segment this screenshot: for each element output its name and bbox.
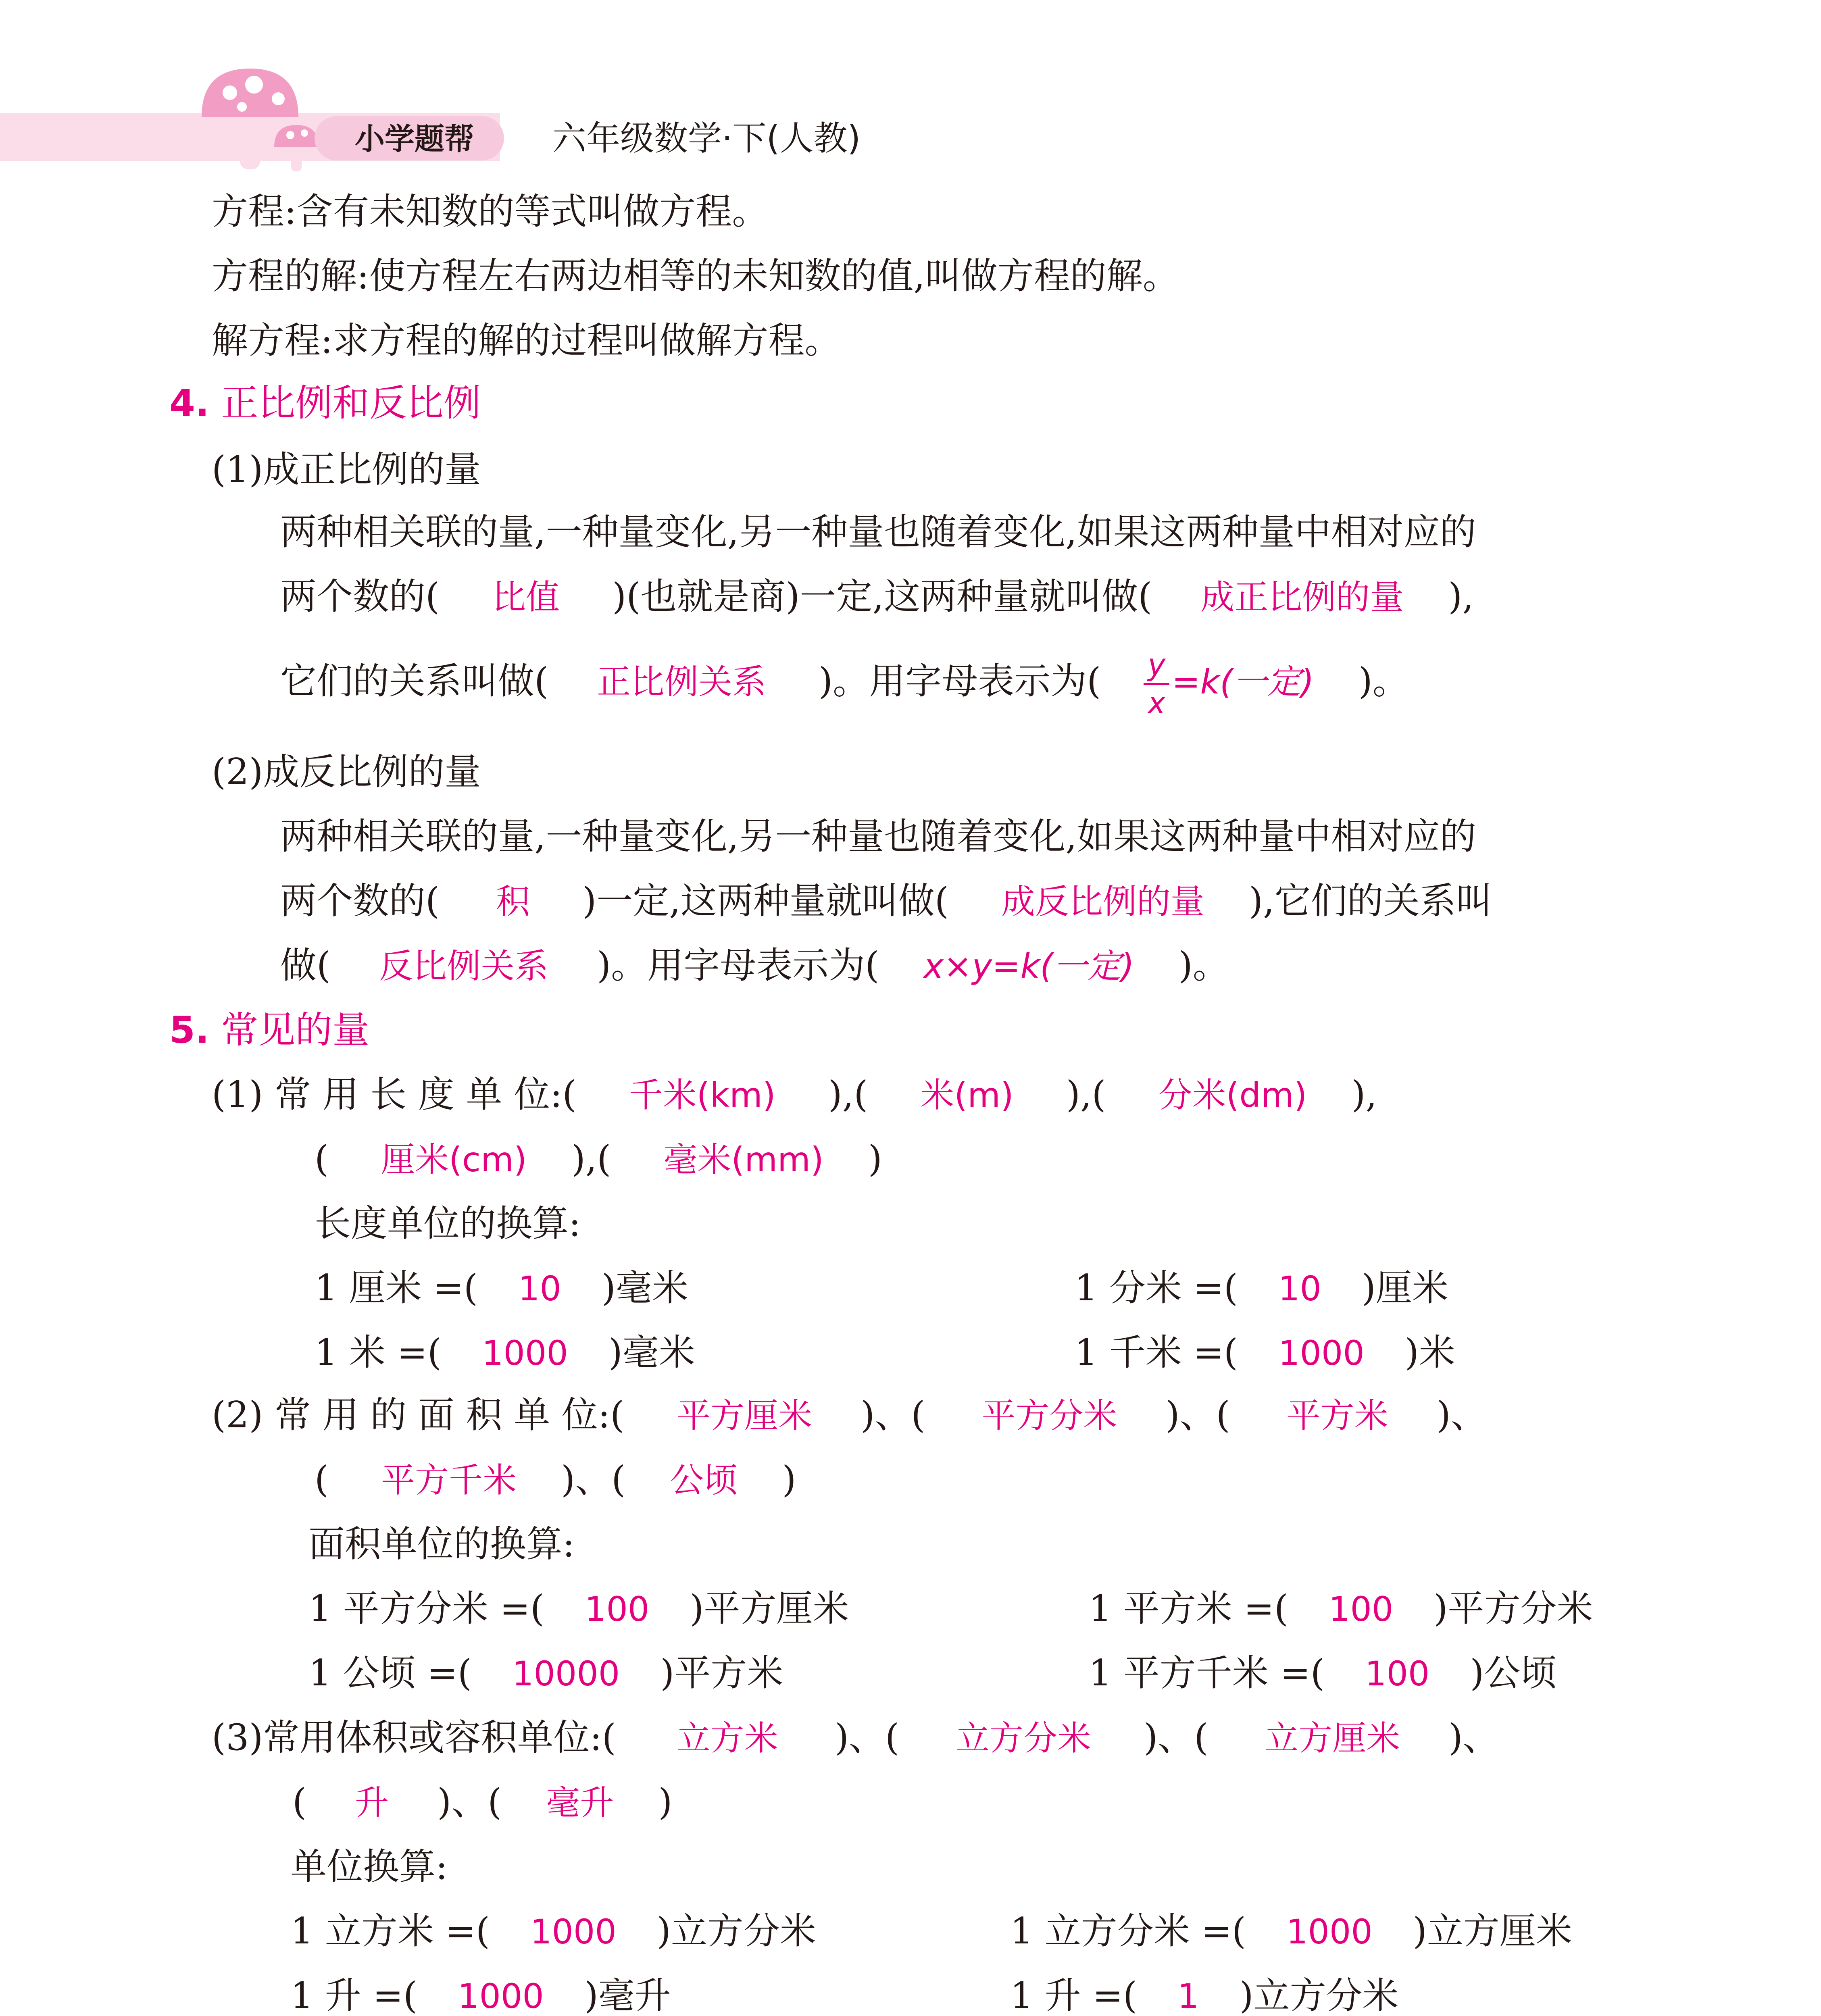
conversion-row (290, 1909, 816, 1954)
s4-p1-label: (1)成正比例的量 (212, 448, 481, 491)
section-title: 常见的量 (221, 1008, 370, 1052)
answer-blank: 成反比例的量 (1001, 882, 1204, 921)
text: )、( (437, 1781, 502, 1823)
text: ) (658, 1781, 673, 1823)
answer-blank: 立方分米 (956, 1718, 1092, 1758)
text: 它们的关系叫做( (280, 660, 549, 702)
s4-p1-line1: 两种相关联的量,一种量变化,另一种量也随着变化,如果这两种量中相对应的 (280, 511, 1476, 553)
answer-blank: 平方千米 (381, 1460, 517, 1500)
text: ),它们的关系叫 (1249, 880, 1492, 922)
text: )、( (834, 1716, 900, 1759)
answer-blank: 反比例关系 (379, 946, 549, 986)
conversion-row (308, 1651, 783, 1696)
text: 1 平方分米 =( (308, 1587, 544, 1630)
s4-p2-line2 (280, 879, 1492, 924)
text: 1 平方千米 =( (1089, 1652, 1325, 1694)
text: 两个数的( (280, 575, 440, 618)
answer-blank: 1 (1177, 1976, 1199, 2016)
definition-solving: 解方程:求方程的解的过程叫做解方程。 (212, 319, 841, 362)
text: )立方厘米 (1413, 1910, 1572, 1952)
fraction-denominator: x (1148, 686, 1166, 721)
text: )、( (860, 1394, 925, 1436)
answer-blank: 立方厘米 (1265, 1718, 1400, 1758)
answer-blank: 米(m) (920, 1075, 1014, 1115)
answer-blank: 1000 (1278, 1333, 1365, 1373)
text: )(也就是商)一定,这两种量就叫做( (612, 575, 1152, 618)
text: )平方厘米 (690, 1587, 849, 1630)
answer-blank: 平方分米 (981, 1396, 1117, 1435)
s4-p1-line2 (280, 575, 1474, 619)
conversion-row (1075, 1266, 1448, 1311)
text: 1 升 =( (290, 1974, 417, 2016)
answer-blank: 1000 (482, 1333, 568, 1373)
s5-p1-line2 (315, 1137, 882, 1182)
book-title: 六年级数学·下(人教) (552, 119, 861, 158)
conversion-row (315, 1266, 688, 1311)
answer-blank: 1000 (530, 1912, 617, 1951)
answer-blank: 100 (585, 1589, 650, 1629)
answer-blank: 10 (518, 1269, 561, 1308)
s5-p3-line1 (212, 1716, 1499, 1760)
answer-blank: 成正比例的量 (1200, 577, 1404, 617)
text: )毫米 (608, 1331, 695, 1374)
text: )立方分米 (656, 1910, 816, 1952)
answer-blank: 正比例关系 (597, 662, 767, 702)
text: 1 公顷 =( (308, 1652, 472, 1694)
header-tag: 小学题帮 (355, 122, 474, 156)
text: 1 立方米 =( (290, 1910, 490, 1952)
conversion-row (1089, 1587, 1593, 1631)
s5-p3-conv-title: 单位换算: (290, 1845, 448, 1888)
text: )。 (1358, 660, 1409, 702)
s4-p2-label: (2)成反比例的量 (212, 751, 481, 793)
text: 1 立方分米 =( (1010, 1910, 1246, 1952)
definition-solution: 方程的解:使方程左右两边相等的未知数的值,叫做方程的解。 (212, 255, 1179, 297)
text: )、( (1144, 1716, 1208, 1759)
text: )公顷 (1470, 1652, 1557, 1694)
text: 1 米 =( (315, 1331, 442, 1374)
text: ), (1351, 1073, 1377, 1116)
answer-blank: 比值 (492, 577, 560, 617)
fraction-y-over-x (1144, 648, 1169, 721)
text: )一定,这两种量就叫做( (582, 880, 949, 922)
answer-blank: 10 (1278, 1269, 1321, 1308)
s4-p1-line3 (280, 645, 1409, 721)
answer-blank: 升 (355, 1783, 389, 1822)
text: )、( (561, 1458, 626, 1501)
text: 1 分米 =( (1075, 1267, 1238, 1309)
answer-blank: 毫米(mm) (663, 1140, 824, 1179)
conversion-row (290, 1974, 671, 2016)
text: ) (868, 1138, 882, 1180)
conversion-row (1010, 1974, 1399, 2016)
text: ),( (828, 1073, 868, 1116)
text: 做( (280, 944, 331, 987)
text: ( (315, 1458, 329, 1501)
answer-blank: 千米(km) (629, 1075, 776, 1115)
answer-blank: 公顷 (670, 1460, 738, 1500)
answer-blank: 100 (1329, 1589, 1394, 1629)
text: (3)常用体积或容积单位:( (212, 1716, 616, 1759)
s5-p1-line1 (212, 1073, 1377, 1117)
s4-p2-line3 (280, 943, 1229, 988)
text: )、 (1436, 1394, 1487, 1436)
answer-blank: =k(一定) (1172, 662, 1314, 702)
text: ),( (571, 1138, 611, 1180)
text: (2) 常 用 的 面 积 单 位:( (212, 1394, 625, 1436)
text: (1) 常 用 长 度 单 位:( (212, 1073, 577, 1116)
answer-blank: 平方厘米 (677, 1396, 813, 1435)
text: ),( (1066, 1073, 1106, 1116)
text: )。用字母表示为( (819, 660, 1101, 702)
s4-p2-line1: 两种相关联的量,一种量变化,另一种量也随着变化,如果这两种量中相对应的 (280, 815, 1476, 858)
section-5-heading (169, 1008, 369, 1052)
section-title: 正比例和反比例 (221, 381, 481, 425)
text: )立方分米 (1239, 1974, 1399, 2016)
text: ( (315, 1138, 329, 1180)
text: )毫米 (601, 1267, 689, 1309)
answer-blank: 积 (496, 882, 530, 921)
answer-blank: 平方米 (1286, 1396, 1388, 1435)
text: )米 (1404, 1331, 1455, 1374)
text: )厘米 (1361, 1267, 1449, 1309)
fraction-numerator: y (1144, 650, 1169, 685)
section-number: 5. (169, 1008, 209, 1052)
text: 1 千米 =( (1075, 1331, 1238, 1374)
answer-blank: 厘米(cm) (381, 1140, 527, 1179)
text: ) (782, 1458, 796, 1501)
text: )、( (1165, 1394, 1230, 1436)
conversion-row (308, 1587, 849, 1631)
s5-p1-conv-title: 长度单位的换算: (315, 1202, 581, 1245)
text: )平方分米 (1433, 1587, 1593, 1630)
text: 1 升 =( (1010, 1974, 1137, 2016)
section-4-heading (169, 381, 481, 425)
conversion-row (315, 1331, 695, 1375)
mushroom-icon (194, 60, 339, 181)
answer-blank: 1000 (1286, 1912, 1373, 1951)
conversion-row (1089, 1651, 1556, 1696)
s5-p2-line1 (212, 1393, 1487, 1438)
answer-blank: 1000 (458, 1976, 544, 2016)
text: 1 厘米 =( (315, 1267, 478, 1309)
conversion-row (1010, 1909, 1572, 1954)
s5-p3-line2 (292, 1780, 673, 1825)
text: )。用字母表示为( (597, 944, 879, 987)
answer-blank: x×y=k(一定) (923, 946, 1134, 986)
text: )平方米 (660, 1652, 783, 1694)
answer-blank: 分米(dm) (1158, 1075, 1307, 1115)
text: 两个数的( (280, 880, 440, 922)
s5-p2-line2 (315, 1458, 796, 1502)
section-number: 4. (169, 381, 209, 425)
s5-p2-conv-title: 面积单位的换算: (308, 1523, 575, 1565)
answer-blank: 毫升 (546, 1783, 614, 1822)
answer-blank: 100 (1365, 1654, 1430, 1693)
text: 1 平方米 =( (1089, 1587, 1288, 1630)
text: ), (1448, 575, 1474, 618)
text: ( (292, 1781, 307, 1823)
answer-blank: 立方米 (676, 1718, 778, 1758)
definition-equation: 方程:含有未知数的等式叫做方程。 (212, 190, 769, 233)
text: )。 (1178, 944, 1229, 987)
text: )毫升 (584, 1974, 671, 2016)
text: )、 (1448, 1716, 1499, 1759)
answer-blank: 10000 (512, 1654, 620, 1693)
conversion-row (1075, 1331, 1455, 1375)
